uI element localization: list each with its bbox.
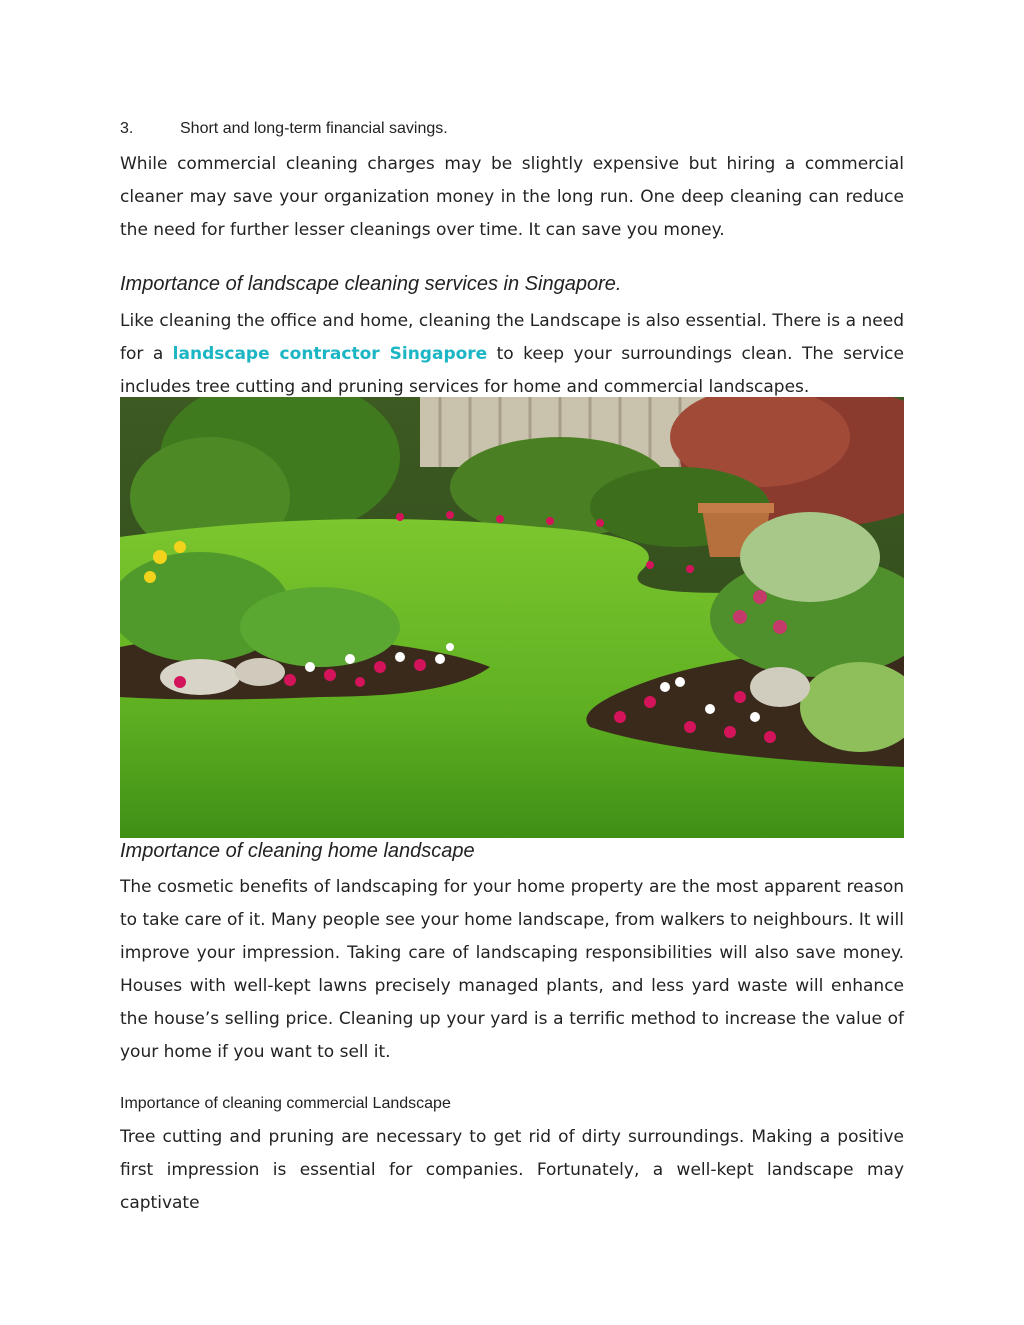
- paragraph-text-before: Like cleaning the office and home, cleaning the Landscape is also essential. There is a need for a: [120, 311, 904, 364]
- garden-illustration: [120, 397, 904, 838]
- heading-landscape-services: Importance of landscape cleaning services in Singapore.: [120, 273, 622, 295]
- section-heading: [120, 273, 904, 296]
- garden-photo: [120, 397, 904, 838]
- paragraph-text-after: to keep your surroundings clean. The service includes tree cutting and pruning services for home and commercial landscapes.: [120, 344, 904, 397]
- list-item-text: Short and long-term financial savings.: [180, 120, 448, 137]
- paragraph-text: The cosmetic benefits of landscaping for your home property are the most apparent reason to take care of it. Many people see your home landscape, from walkers to neighbours. It will improve your impression. Taking care of landscaping responsibilities will also save money. Houses with well-kept lawns precisely managed plants, and less yard waste will enhance the house’s selling price. Cleaning up your yard is a terrific method to increase the value of your home if you want to sell it.: [120, 877, 904, 1062]
- list-item: [120, 120, 448, 138]
- paragraph-landscape: [120, 305, 904, 404]
- list-number: 3.: [120, 120, 134, 137]
- heading-home-landscape: Importance of cleaning home landscape: [120, 840, 475, 862]
- paragraph-text: While commercial cleaning charges may be slightly expensive but hiring a commercial cleaner may save your organization money in the long run. One deep cleaning can reduce the need for further lesser cleanings over time. It can save you money.: [120, 154, 904, 240]
- paragraph-savings: [120, 148, 904, 247]
- paragraph-text: Tree cutting and pruning are necessary to get rid of dirty surroundings. Making a positive first impression is essential for companies. Fortunately, a well-kept landscape may captivate: [120, 1127, 904, 1213]
- section-heading: [120, 1095, 904, 1113]
- section-heading: [120, 840, 904, 863]
- landscape-contractor-link[interactable]: landscape contractor Singapore: [172, 344, 488, 364]
- heading-commercial-landscape: Importance of cleaning commercial Landscape: [120, 1095, 451, 1112]
- paragraph-home-landscape: [120, 871, 904, 1069]
- paragraph-commercial-landscape: [120, 1121, 904, 1220]
- paragraph-text: [120, 305, 904, 404]
